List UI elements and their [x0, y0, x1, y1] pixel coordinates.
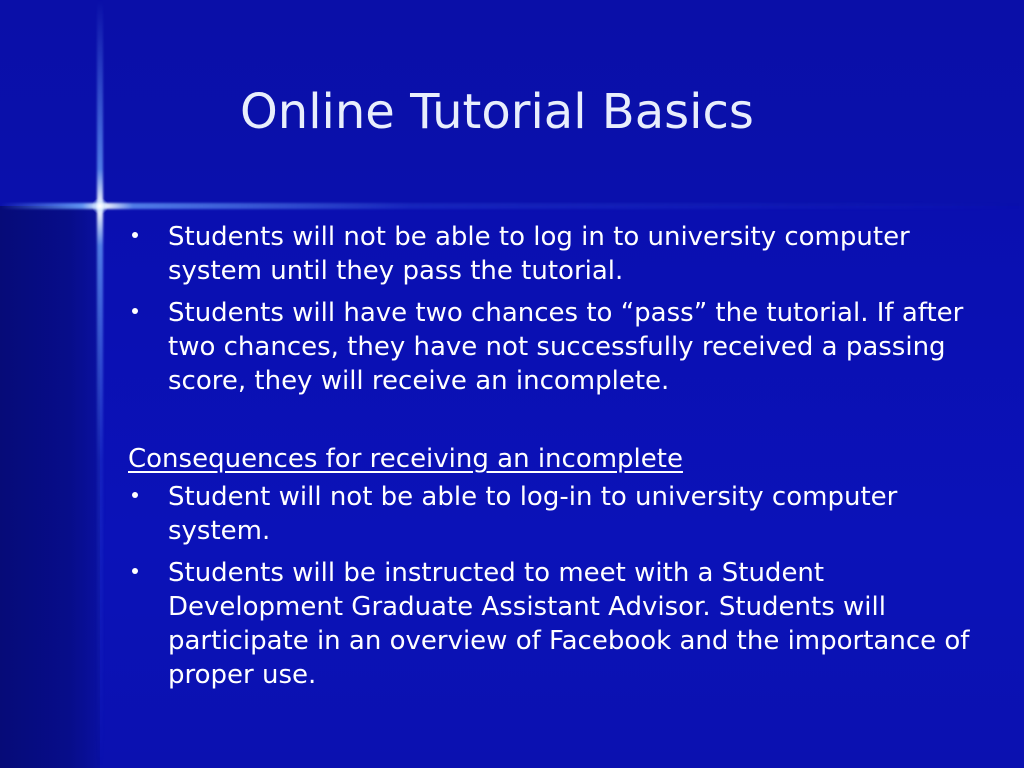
bullet-dot-icon — [132, 308, 138, 314]
bullet-text: Student will not be able to log-in to university computer system. — [168, 482, 898, 546]
bullet-item — [128, 220, 998, 288]
bullet-text: Students will not be able to log in to university computer system until they pass the tutorial. — [168, 222, 910, 286]
bullet-dot-icon — [132, 232, 138, 238]
slide-body — [128, 220, 998, 700]
bullet-dot-icon — [132, 568, 138, 574]
sparkle-star-icon — [92, 198, 108, 214]
bullet-dot-icon — [132, 492, 138, 498]
horizontal-glow-line — [0, 203, 1024, 209]
bullet-item — [128, 296, 998, 398]
spacer — [128, 406, 998, 442]
bullet-item — [128, 556, 998, 692]
slide-title: Online Tutorial Basics — [240, 84, 754, 140]
bullet-text: Students will have two chances to “pass” the tutorial. If after two chances, they have not successfully received a passing score, they will receive an incomplete. — [168, 298, 964, 396]
bullet-item — [128, 480, 998, 548]
section-subheading: Consequences for receiving an incomplete — [128, 444, 683, 474]
bullet-text: Students will be instructed to meet with a Student Development Graduate Assistant Advisor. Students will participate in an overview of Facebook and the importance of proper use. — [168, 558, 970, 690]
background-left-panel — [0, 206, 100, 768]
vertical-glow-line — [97, 0, 103, 768]
